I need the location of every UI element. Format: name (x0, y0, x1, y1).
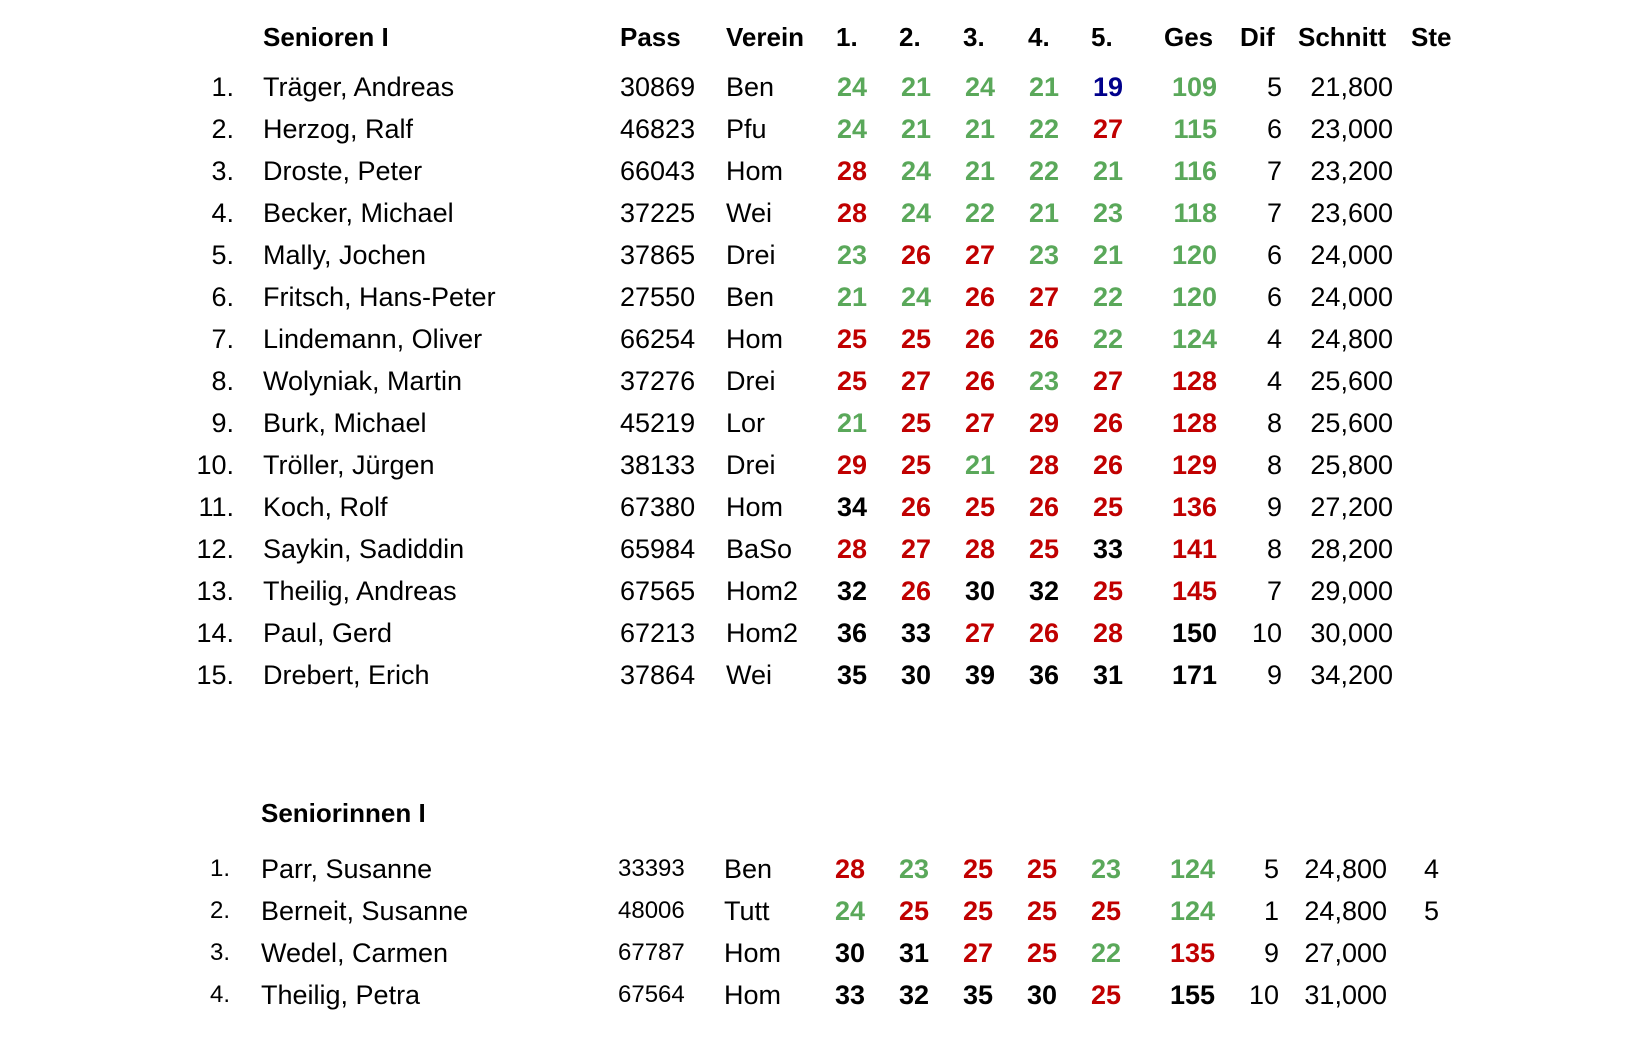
score-round-4: 25 (1026, 854, 1057, 884)
header-round-3: 3. (963, 22, 985, 52)
ges-cell: 115 (1173, 114, 1217, 144)
table-row (0, 975, 1643, 1015)
score-round-3: 26 (964, 324, 995, 354)
score-round-2: 24 (900, 156, 931, 186)
verein-cell: Hom2 (726, 576, 799, 606)
score-round-5: 31 (1092, 660, 1123, 690)
score-round-3: 25 (962, 896, 993, 926)
score-round-3: 39 (964, 660, 995, 690)
verein-cell: Tutt (724, 896, 770, 926)
rank-cell: 3. (209, 939, 230, 966)
table-row (0, 361, 1643, 401)
score-round-5: 25 (1090, 896, 1121, 926)
score-round-2: 26 (900, 576, 931, 606)
verein-cell: Ben (726, 282, 775, 312)
header-round-2: 2. (899, 22, 921, 52)
score-round-1: 36 (836, 618, 867, 648)
table-row (0, 613, 1643, 653)
rank-cell: 2. (209, 897, 230, 924)
score-round-3: 25 (962, 854, 993, 884)
score-round-5: 28 (1092, 618, 1123, 648)
pass-cell: 65984 (620, 534, 696, 564)
ste-cell (1420, 655, 1450, 695)
rank-cell: 12. (196, 534, 234, 564)
name-cell: Berneit, Susanne (261, 896, 469, 926)
score-round-2: 27 (900, 366, 931, 396)
rank-cell: 2. (211, 114, 234, 144)
score-round-3: 26 (964, 282, 995, 312)
name-cell: Droste, Peter (263, 156, 423, 186)
score-round-5: 22 (1092, 282, 1123, 312)
rank-cell: 7. (211, 324, 234, 354)
table-row (0, 849, 1643, 889)
score-round-3: 26 (964, 366, 995, 396)
score-round-4: 30 (1026, 980, 1057, 1010)
score-round-2: 25 (900, 450, 931, 480)
verein-cell: Wei (726, 660, 773, 690)
score-round-2: 21 (900, 114, 931, 144)
score-round-4: 29 (1028, 408, 1059, 438)
score-round-3: 27 (964, 618, 995, 648)
verein-cell: Hom (724, 938, 782, 968)
dif-cell: 6 (1266, 282, 1282, 312)
score-round-4: 27 (1028, 282, 1059, 312)
score-round-1: 28 (836, 198, 867, 228)
score-round-3: 30 (964, 576, 995, 606)
score-round-1: 25 (836, 366, 867, 396)
pass-cell: 45219 (620, 408, 696, 438)
dif-cell: 10 (1248, 980, 1279, 1010)
name-cell: Koch, Rolf (263, 492, 388, 522)
table-row (0, 487, 1643, 527)
score-round-2: 30 (900, 660, 931, 690)
ges-cell: 141 (1171, 534, 1217, 564)
score-round-1: 32 (836, 576, 867, 606)
section-title-senioren: Senioren I (263, 22, 389, 52)
score-round-5: 23 (1092, 198, 1123, 228)
score-round-2: 26 (900, 240, 931, 270)
score-round-4: 25 (1026, 938, 1057, 968)
score-round-2: 26 (900, 492, 931, 522)
score-round-5: 19 (1092, 72, 1123, 102)
ges-cell: 124 (1171, 324, 1217, 354)
verein-cell: Drei (726, 450, 776, 480)
table-row (0, 529, 1643, 569)
name-cell: Saykin, Sadiddin (263, 534, 465, 564)
rank-cell: 10. (196, 450, 234, 480)
score-round-4: 25 (1028, 534, 1059, 564)
score-round-1: 24 (836, 72, 867, 102)
name-cell: Theilig, Andreas (263, 576, 457, 606)
pass-cell: 30869 (620, 72, 696, 102)
score-round-3: 21 (964, 114, 995, 144)
schnitt-cell: 24,000 (1310, 282, 1393, 312)
score-round-5: 26 (1092, 450, 1123, 480)
ste-cell (1420, 361, 1450, 401)
score-round-4: 22 (1028, 156, 1059, 186)
ges-cell: 145 (1171, 576, 1217, 606)
ste-cell (1420, 529, 1450, 569)
ges-cell: 124 (1169, 854, 1215, 884)
pass-cell: 37225 (620, 198, 696, 228)
score-round-5: 21 (1092, 240, 1123, 270)
ste-cell (1409, 975, 1439, 1015)
schnitt-cell: 28,200 (1310, 534, 1393, 564)
score-round-2: 24 (900, 282, 931, 312)
schnitt-cell: 27,000 (1304, 938, 1387, 968)
score-round-5: 27 (1092, 114, 1123, 144)
ges-cell: 150 (1171, 618, 1217, 648)
name-cell: Mally, Jochen (263, 240, 427, 270)
rank-cell: 8. (211, 366, 234, 396)
name-cell: Becker, Michael (263, 198, 454, 228)
verein-cell: Drei (726, 240, 776, 270)
schnitt-cell: 24,800 (1304, 896, 1387, 926)
score-round-1: 21 (836, 408, 867, 438)
score-round-4: 26 (1028, 324, 1059, 354)
score-round-5: 26 (1092, 408, 1123, 438)
score-round-4: 26 (1028, 492, 1059, 522)
score-round-4: 22 (1028, 114, 1059, 144)
dif-cell: 7 (1266, 156, 1282, 186)
dif-cell: 8 (1266, 534, 1282, 564)
pass-cell: 38133 (620, 450, 696, 480)
verein-cell: Hom (726, 492, 784, 522)
score-round-4: 25 (1026, 896, 1057, 926)
score-round-3: 28 (964, 534, 995, 564)
header-dif: Dif (1240, 22, 1275, 52)
rank-cell: 1. (211, 72, 234, 102)
ste-cell (1420, 235, 1450, 275)
rank-cell: 3. (211, 156, 234, 186)
score-round-5: 27 (1092, 366, 1123, 396)
pass-cell: 37865 (620, 240, 696, 270)
score-round-1: 30 (834, 938, 865, 968)
ges-cell: 109 (1171, 72, 1217, 102)
name-cell: Burk, Michael (263, 408, 427, 438)
name-cell: Herzog, Ralf (263, 114, 414, 144)
schnitt-cell: 25,600 (1310, 408, 1393, 438)
header-pass: Pass (620, 22, 681, 52)
score-round-3: 24 (964, 72, 995, 102)
table-row (0, 319, 1643, 359)
ges-cell: 124 (1169, 896, 1215, 926)
score-round-2: 25 (900, 324, 931, 354)
table-row (0, 193, 1643, 233)
table-row (0, 655, 1643, 695)
dif-cell: 4 (1266, 366, 1282, 396)
score-round-1: 28 (834, 854, 865, 884)
score-round-1: 24 (834, 896, 865, 926)
ges-cell: 171 (1171, 660, 1217, 690)
ste-cell (1420, 277, 1450, 317)
pass-cell: 67787 (618, 939, 685, 966)
rank-cell: 15. (196, 660, 234, 690)
ste-cell (1420, 487, 1450, 527)
ges-cell: 116 (1173, 156, 1217, 186)
dif-cell: 9 (1266, 492, 1282, 522)
pass-cell: 37276 (620, 366, 696, 396)
verein-cell: Hom2 (726, 618, 799, 648)
score-round-1: 25 (836, 324, 867, 354)
score-round-1: 33 (834, 980, 865, 1010)
dif-cell: 6 (1266, 114, 1282, 144)
table-header-senioren (0, 17, 1643, 57)
score-round-3: 27 (964, 408, 995, 438)
score-round-5: 33 (1092, 534, 1123, 564)
score-round-2: 25 (898, 896, 929, 926)
score-round-5: 22 (1092, 324, 1123, 354)
table-row (0, 235, 1643, 275)
rank-cell: 13. (196, 576, 234, 606)
ste-cell (1420, 571, 1450, 611)
ste-cell (1420, 403, 1450, 443)
score-round-4: 26 (1028, 618, 1059, 648)
ges-cell: 128 (1171, 408, 1217, 438)
name-cell: Paul, Gerd (263, 618, 393, 648)
score-round-1: 28 (836, 156, 867, 186)
table-row (0, 891, 1643, 931)
schnitt-cell: 25,800 (1310, 450, 1393, 480)
verein-cell: Drei (726, 366, 776, 396)
verein-cell: Ben (724, 854, 773, 884)
ste-cell (1420, 151, 1450, 191)
dif-cell: 4 (1266, 324, 1282, 354)
ges-cell: 128 (1171, 366, 1217, 396)
schnitt-cell: 24,800 (1310, 324, 1393, 354)
ges-cell: 135 (1169, 938, 1215, 968)
name-cell: Lindemann, Oliver (263, 324, 483, 354)
pass-cell: 48006 (618, 897, 685, 924)
score-round-5: 25 (1090, 980, 1121, 1010)
score-round-4: 23 (1028, 366, 1059, 396)
score-round-3: 35 (962, 980, 993, 1010)
score-round-1: 34 (836, 492, 867, 522)
rank-cell: 4. (211, 198, 234, 228)
verein-cell: BaSo (726, 534, 793, 564)
schnitt-cell: 34,200 (1310, 660, 1393, 690)
rank-cell: 9. (211, 408, 234, 438)
rank-cell: 4. (209, 981, 230, 1008)
rank-cell: 1. (209, 855, 230, 882)
score-round-4: 23 (1028, 240, 1059, 270)
table-row (0, 151, 1643, 191)
table-row (0, 445, 1643, 485)
rank-cell: 6. (211, 282, 234, 312)
pass-cell: 67564 (618, 981, 685, 1008)
name-cell: Parr, Susanne (261, 854, 433, 884)
pass-cell: 66254 (620, 324, 696, 354)
schnitt-cell: 24,800 (1304, 854, 1387, 884)
score-round-1: 28 (836, 534, 867, 564)
schnitt-cell: 30,000 (1310, 618, 1393, 648)
table-row (0, 571, 1643, 611)
rank-cell: 11. (198, 492, 234, 522)
score-round-5: 21 (1092, 156, 1123, 186)
score-round-4: 28 (1028, 450, 1059, 480)
dif-cell: 6 (1266, 240, 1282, 270)
score-round-5: 22 (1090, 938, 1121, 968)
score-round-2: 32 (898, 980, 929, 1010)
header-ste: Ste (1411, 22, 1452, 52)
schnitt-cell: 31,000 (1304, 980, 1387, 1010)
pass-cell: 67213 (620, 618, 696, 648)
score-round-2: 23 (898, 854, 929, 884)
score-round-2: 27 (900, 534, 931, 564)
rank-cell: 5. (211, 240, 234, 270)
dif-cell: 7 (1266, 576, 1282, 606)
dif-cell: 8 (1266, 450, 1282, 480)
ges-cell: 120 (1171, 282, 1217, 312)
pass-cell: 67380 (620, 492, 696, 522)
score-round-5: 25 (1092, 492, 1123, 522)
schnitt-cell: 25,600 (1310, 366, 1393, 396)
score-round-4: 36 (1028, 660, 1059, 690)
pass-cell: 27550 (620, 282, 696, 312)
dif-cell: 5 (1266, 72, 1282, 102)
ste-cell (1420, 319, 1450, 359)
name-cell: Drebert, Erich (263, 660, 430, 690)
table-row (0, 403, 1643, 443)
table-row (0, 67, 1643, 107)
pass-cell: 66043 (620, 156, 696, 186)
schnitt-cell: 21,800 (1310, 72, 1393, 102)
schnitt-cell: 23,600 (1310, 198, 1393, 228)
section-title-seniorinnen: Seniorinnen I (261, 798, 426, 828)
score-round-1: 23 (836, 240, 867, 270)
name-cell: Wolyniak, Martin (263, 366, 463, 396)
header-round-1: 1. (836, 22, 858, 52)
score-round-5: 25 (1092, 576, 1123, 606)
score-round-1: 21 (836, 282, 867, 312)
schnitt-cell: 27,200 (1310, 492, 1393, 522)
header-round-5: 5. (1091, 22, 1113, 52)
header-verein: Verein (726, 22, 805, 52)
ges-cell: 120 (1171, 240, 1217, 270)
verein-cell: Ben (726, 72, 775, 102)
pass-cell: 37864 (620, 660, 696, 690)
score-round-4: 21 (1028, 198, 1059, 228)
dif-cell: 1 (1263, 896, 1279, 926)
schnitt-cell: 24,000 (1310, 240, 1393, 270)
dif-cell: 10 (1251, 618, 1282, 648)
ste-cell (1420, 193, 1450, 233)
pass-cell: 33393 (618, 855, 685, 882)
name-cell: Wedel, Carmen (261, 938, 449, 968)
dif-cell: 8 (1266, 408, 1282, 438)
table-row (0, 933, 1643, 973)
header-round-4: 4. (1028, 22, 1050, 52)
verein-cell: Pfu (726, 114, 767, 144)
dif-cell: 7 (1266, 198, 1282, 228)
score-round-2: 25 (900, 408, 931, 438)
score-round-3: 25 (964, 492, 995, 522)
score-round-4: 21 (1028, 72, 1059, 102)
table-row (0, 277, 1643, 317)
dif-cell: 9 (1263, 938, 1279, 968)
schnitt-cell: 23,200 (1310, 156, 1393, 186)
pass-cell: 67565 (620, 576, 696, 606)
pass-cell: 46823 (620, 114, 696, 144)
ste-cell (1420, 613, 1450, 653)
score-round-3: 21 (964, 450, 995, 480)
score-round-3: 22 (964, 198, 995, 228)
score-round-1: 35 (836, 660, 867, 690)
score-round-1: 29 (836, 450, 867, 480)
verein-cell: Wei (726, 198, 773, 228)
dif-cell: 9 (1266, 660, 1282, 690)
header-ges: Ges (1164, 22, 1214, 52)
ges-cell: 129 (1171, 450, 1217, 480)
name-cell: Träger, Andreas (263, 72, 455, 102)
score-round-2: 33 (900, 618, 931, 648)
header-schnitt: Schnitt (1298, 22, 1387, 52)
ste-cell (1420, 445, 1450, 485)
ste-cell: 4 (1423, 854, 1439, 884)
ges-cell: 118 (1173, 198, 1217, 228)
score-round-3: 27 (964, 240, 995, 270)
score-round-1: 24 (836, 114, 867, 144)
ste-cell (1420, 109, 1450, 149)
ges-cell: 136 (1171, 492, 1217, 522)
name-cell: Tröller, Jürgen (263, 450, 435, 480)
score-round-3: 27 (962, 938, 993, 968)
ste-cell: 5 (1423, 896, 1439, 926)
table-row (0, 109, 1643, 149)
verein-cell: Hom (726, 324, 784, 354)
schnitt-cell: 29,000 (1310, 576, 1393, 606)
verein-cell: Lor (726, 408, 766, 438)
ste-cell (1420, 67, 1450, 107)
schnitt-cell: 23,000 (1310, 114, 1393, 144)
rank-cell: 14. (196, 618, 234, 648)
score-round-5: 23 (1090, 854, 1121, 884)
score-round-4: 32 (1028, 576, 1059, 606)
score-round-2: 21 (900, 72, 931, 102)
ste-cell (1409, 933, 1439, 973)
name-cell: Fritsch, Hans-Peter (263, 282, 496, 312)
name-cell: Theilig, Petra (261, 980, 421, 1010)
verein-cell: Hom (726, 156, 784, 186)
score-round-2: 24 (900, 198, 931, 228)
dif-cell: 5 (1263, 854, 1279, 884)
score-round-3: 21 (964, 156, 995, 186)
ges-cell: 155 (1169, 980, 1215, 1010)
verein-cell: Hom (724, 980, 782, 1010)
score-round-2: 31 (898, 938, 929, 968)
